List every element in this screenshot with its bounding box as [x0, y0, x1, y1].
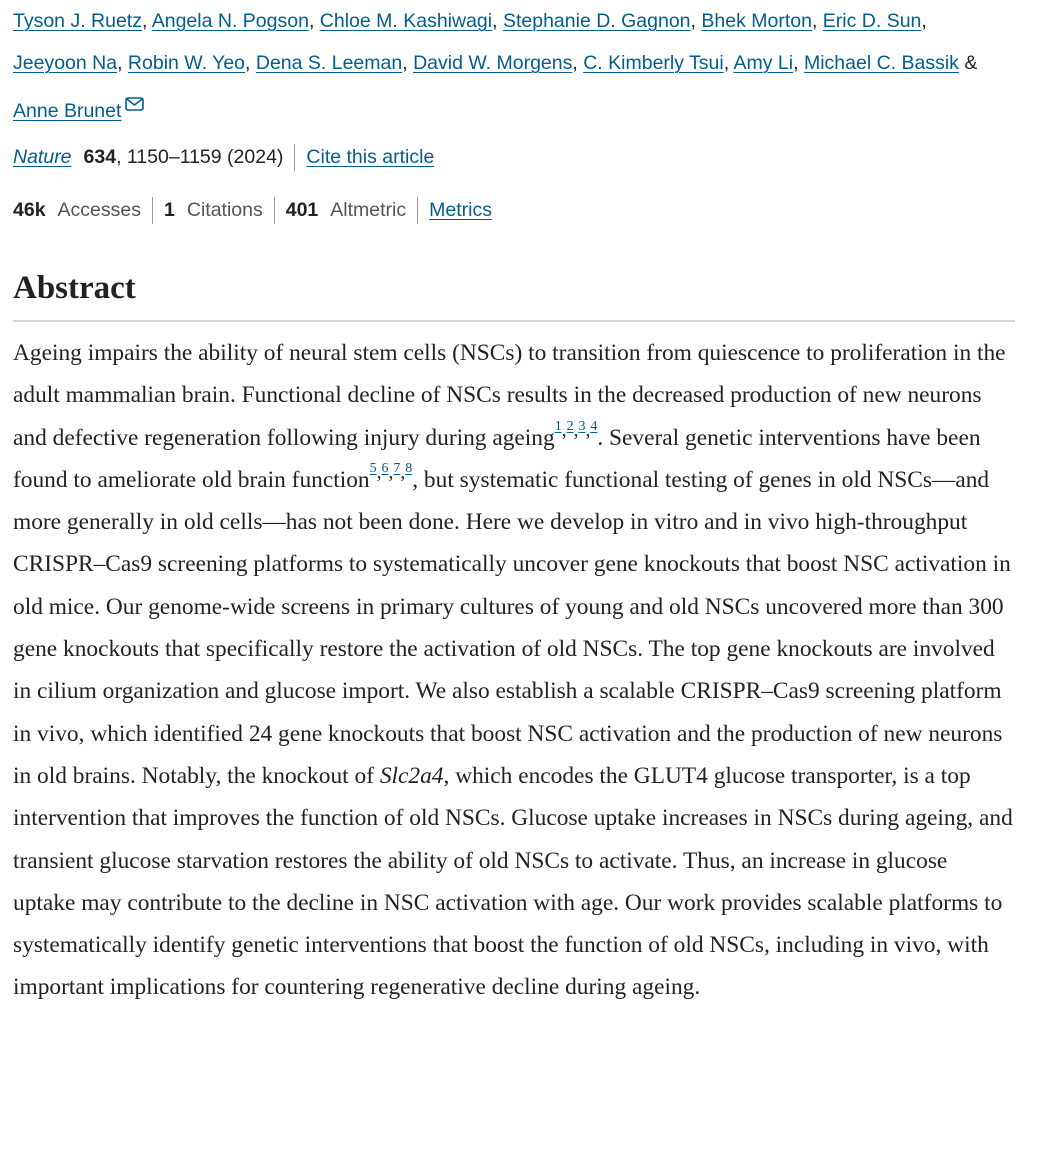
divider [274, 197, 275, 224]
author-link[interactable]: Chloe M. Kashiwagi [319, 10, 493, 32]
reference-group: 1,2,3,4 [554, 418, 598, 441]
section-divider [13, 320, 1015, 322]
abstract-heading: Abstract [13, 270, 136, 306]
reference-link[interactable]: 8 [405, 461, 413, 477]
author-separator: , [572, 52, 584, 74]
pages-year: , 1150–1159 (2024) [116, 145, 284, 168]
journal-link[interactable]: Nature [13, 145, 72, 168]
abstract-text-part: . Several genetic interventions have been found to ameliorate old brain function [13, 424, 981, 493]
abstract-text [13, 332, 1015, 1009]
volume-number: 634 [83, 145, 117, 168]
author-separator: , [308, 10, 320, 32]
author-link[interactable]: Robin W. Yeo [127, 52, 246, 74]
accesses-label: Accesses [57, 198, 141, 221]
accesses-count: 46k [13, 198, 46, 221]
reference-link[interactable]: 1 [554, 418, 562, 434]
author-link[interactable]: Tyson J. Ruetz [13, 10, 142, 32]
altmetric-score: 401 [285, 198, 319, 221]
author-separator: , [245, 52, 256, 74]
metrics-link[interactable]: Metrics [429, 198, 492, 221]
author-separator: , [690, 10, 702, 32]
citations-count: 1 [164, 198, 175, 221]
author-link[interactable]: Michael C. Bassik [803, 52, 959, 74]
author-separator: , [921, 10, 927, 32]
author-separator: , [723, 52, 734, 74]
author-separator: , [402, 52, 414, 74]
author-link-corresponding[interactable]: Anne Brunet [13, 100, 122, 122]
reference-link[interactable]: 6 [381, 461, 389, 477]
divider [417, 197, 418, 224]
reference-group: 5,6,7,8 [369, 461, 413, 484]
altmetric-label: Altmetric [330, 198, 407, 221]
author-separator: , [793, 52, 804, 74]
author-link[interactable]: Stephanie D. Gagnon [502, 10, 691, 32]
author-link[interactable]: Angela N. Pogson [151, 10, 309, 32]
abstract-text-part: , but systematic functional testing of genes in old NSCs—and more generally in old cells—has not been done. Here we develop in vitro and in vivo high-throughput CRISPR–Cas9 screening platforms to systematically uncover gene knockouts that boost NSC activation in old mice. Our genome-wide screens in primary cultures of young and old NSCs uncovered more than 300 gene knockouts that specifically restore the activation of old NSCs. The top gene knockouts are involved in cilium organization and glucose import. We also establish a scalable CRISPR–Cas9 screening platform in vivo, which identified 24 gene knockouts that boost NSC activation and the production of new neurons in old brains. Notably, the knockout of [13, 466, 1011, 789]
abstract-text-part: , which encodes the GLUT4 glucose transporter, is a top intervention that improves the function of old NSCs. Glucose uptake increases in NSCs during ageing, and transient glucose starvation restores the ability of old NSCs to activate. Thus, an increase in glucose uptake may contribute to the decline in NSC activation with age. Our work provides scalable platforms to systematically identify genetic interventions that boost the function of old NSCs, including in vivo, with important implications for countering regenerative decline during ageing. [13, 762, 1013, 1001]
reference-link[interactable]: 3 [578, 418, 586, 434]
author-link[interactable]: C. Kimberly Tsui [583, 52, 724, 74]
metrics-row [13, 196, 1018, 224]
author-link[interactable]: Jeeyoon Na [13, 52, 118, 74]
author-separator: , [141, 10, 152, 32]
author-link[interactable]: Amy Li [733, 52, 794, 74]
author-separator: , [492, 10, 503, 32]
citation-row [13, 143, 1018, 171]
reference-link[interactable]: 2 [566, 418, 574, 434]
envelope-icon[interactable] [125, 84, 144, 126]
author-list [13, 0, 1018, 132]
reference-link[interactable]: 7 [393, 461, 401, 477]
author-link[interactable]: David W. Morgens [413, 52, 573, 74]
divider [294, 144, 295, 171]
author-separator: , [811, 10, 823, 32]
abstract-text-part: Ageing impairs the ability of neural stem cells (NSCs) to transition from quiescence to proliferation in the adult mammalian brain. Functional decline of NSCs results in the decreased production of new neurons and defective regeneration following injury during ageing [13, 340, 1006, 451]
gene-name: Slc2a4 [379, 762, 444, 789]
author-separator: , [117, 52, 128, 74]
author-link[interactable]: Dena S. Leeman [255, 52, 403, 74]
article-header [13, 0, 1018, 1032]
author-link[interactable]: Eric D. Sun [822, 10, 922, 32]
cite-article-link[interactable]: Cite this article [306, 145, 435, 168]
divider [152, 197, 153, 224]
reference-link[interactable]: 4 [590, 418, 598, 434]
author-last-separator: & [958, 52, 978, 74]
citations-label: Citations [186, 198, 263, 221]
reference-link[interactable]: 5 [369, 461, 377, 477]
author-link[interactable]: Bhek Morton [701, 10, 812, 32]
